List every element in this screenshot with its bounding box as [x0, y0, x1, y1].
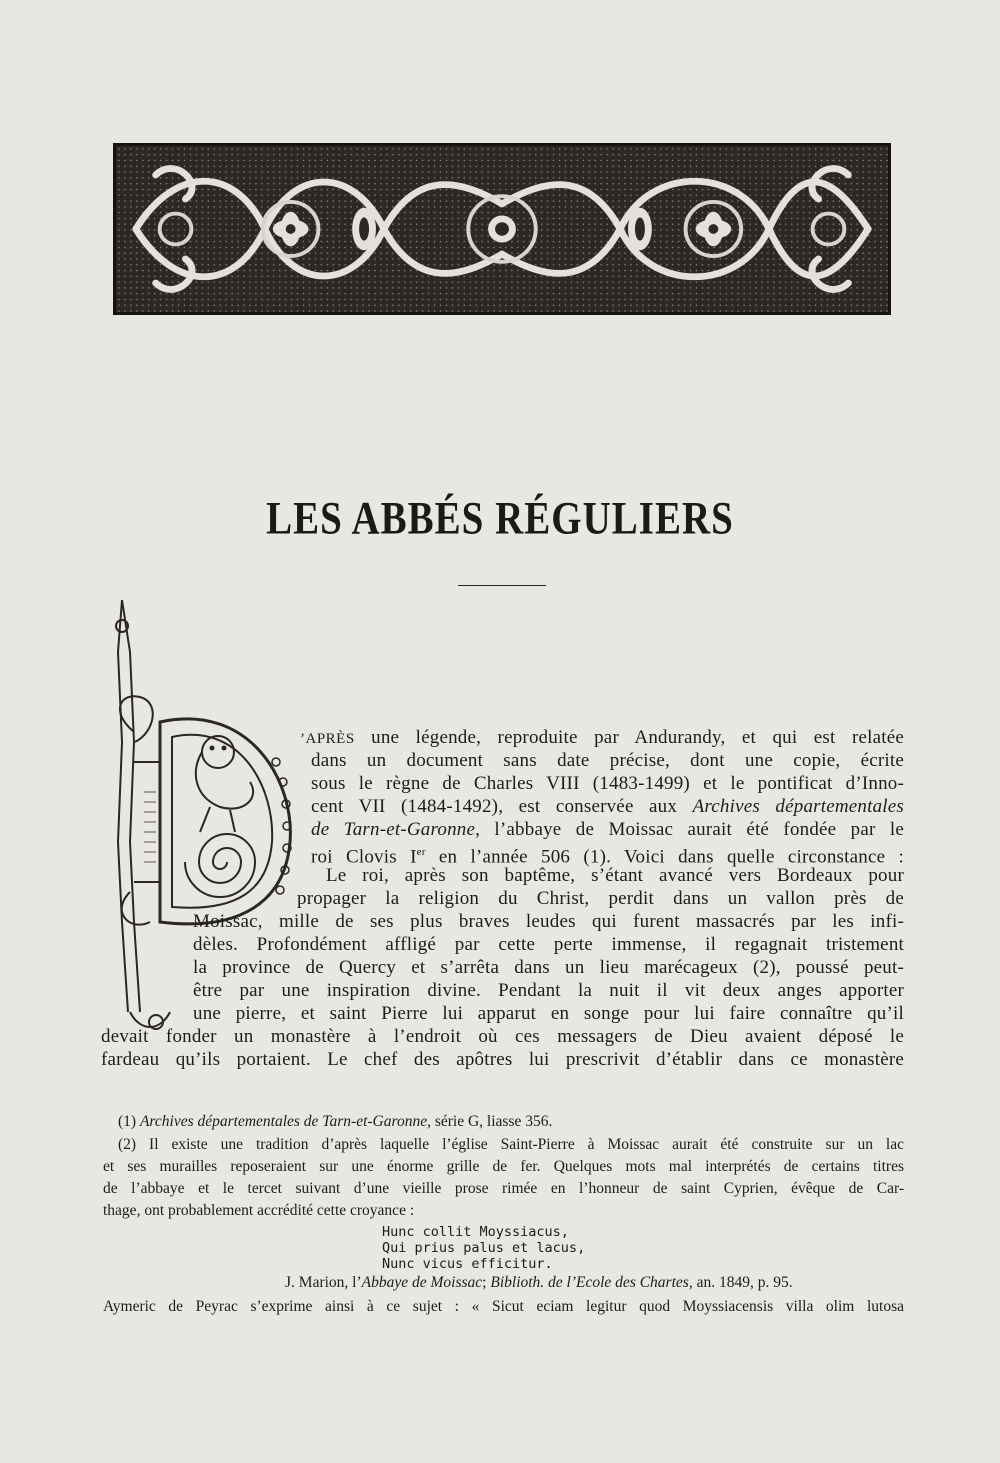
body-line-7: Le roi, après son baptême, s’étant avancé vers Bordeaux pour — [326, 865, 904, 886]
footnote-2-line-2: et ses murailles reposeraient sur une énorme grille de fer. Quelques mots mal interprétés de certains titres — [103, 1158, 904, 1175]
body-line-13: une pierre, et saint Pierre lui apparut en songe pour lui faire connaître qu’il — [193, 1003, 904, 1024]
body-line-8: propager la religion du Christ, perdit dans un vallon près de — [297, 888, 904, 909]
verse-line-1: Hunc collit Moyssiacus, — [382, 1224, 569, 1240]
verse-line-2: Qui prius palus et lacus, — [382, 1240, 586, 1256]
citation-line: J. Marion, l’Abbaye de Moissac; Biblioth. de l’Ecole des Chartes, an. 1849, p. 95. — [285, 1274, 793, 1291]
verse-line-3: Nunc vicus efficitur. — [382, 1256, 553, 1272]
footnote-2-line-3: de l’abbaye et le tercet suivant d’une vieille prose rimée en l’honneur de saint Cyprien, évêque de Car- — [103, 1180, 904, 1197]
body-line-9: Moissac, mille de ses plus braves leudes qui furent massacrés par les infi- — [193, 911, 904, 932]
body-line-15: fardeau qu’ils portaient. Le chef des apôtres lui prescrivit d’établir dans ce monastère — [101, 1049, 904, 1070]
footnote-continuation-line: Aymeric de Peyrac s’exprime ainsi à ce sujet : « Sicut eciam legitur quod Moyssiacensis villa olim lutosa — [103, 1298, 904, 1315]
body-line-10: dèles. Profondément affligé par cette perte immense, il regagnait tristement — [193, 934, 904, 955]
body-line-5: de Tarn-et-Garonne, l’abbaye de Moissac aurait été fondée par le — [311, 819, 904, 840]
body-line-6: roi Clovis Ier en l’année 506 (1). Voici dans quelle circonstance : — [311, 846, 904, 868]
ornament-pattern — [116, 146, 888, 312]
body-line-4: cent VII (1484-1492), est conservée aux Archives départementales — [311, 796, 904, 817]
footnote-2-line-4: thage, ont probablement accrédité cette croyance : — [103, 1202, 415, 1219]
page-title: LES ABBÉS RÉGULIERS — [266, 493, 734, 544]
ornamental-headpiece — [113, 143, 891, 315]
body-line-11: la province de Quercy et s’arrêta dans un lieu marécageux (2), poussé peut- — [193, 957, 904, 978]
footnote-1: (1) Archives départementales de Tarn-et-Garonne, série G, liasse 356. — [118, 1113, 553, 1130]
body-line-2: dans un document sans date précise, dont une copie, écrite — [311, 750, 904, 771]
footnote-2-line-1: (2) Il existe une tradition d’après laquelle l’église Saint-Pierre à Moissac aurait été construite sur un lac — [118, 1136, 904, 1153]
body-line-14: devait fonder un monastère à l’endroit où ces messagers de Dieu avaient déposé le — [101, 1026, 904, 1047]
body-line-1: ’APRÈS une légende, reproduite par Andurandy, et qui est relatée — [300, 727, 904, 748]
body-line-12: être par une inspiration divine. Pendant la nuit il vit deux anges apporter — [193, 980, 904, 1001]
title-rule — [458, 585, 546, 586]
body-line-3: sous le règne de Charles VIII (1483-1499) et le pontificat d’Inno- — [311, 773, 904, 794]
